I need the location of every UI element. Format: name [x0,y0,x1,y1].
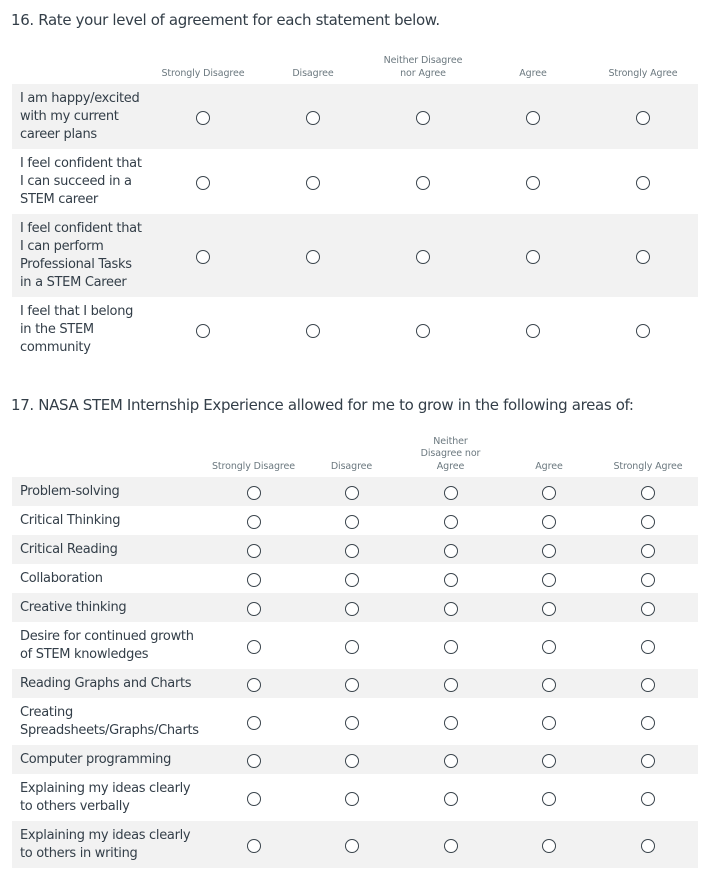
radio-option[interactable] [636,324,650,338]
row-label: Explaining my ideas clearly to others in writing [20,827,191,861]
row-label: Creating Spreadsheets/Graphs/Charts [20,704,199,738]
table-row [12,774,698,821]
radio-option[interactable] [247,573,261,587]
radio-option[interactable] [247,716,261,730]
radio-option[interactable] [444,678,458,692]
row-label: Problem-solving [20,483,120,499]
radio-option[interactable] [526,176,540,190]
radio-option[interactable] [247,544,261,558]
question-17-matrix [12,436,698,868]
column-header: Strongly Agree [613,460,683,472]
radio-option[interactable] [444,716,458,730]
radio-option[interactable] [444,792,458,806]
radio-option[interactable] [345,678,359,692]
radio-option[interactable] [444,486,458,500]
row-label: I feel confident that I can succeed in a STEM career [20,155,142,207]
table-row [12,622,698,669]
column-header: Strongly Disagree [161,67,245,79]
radio-option[interactable] [345,792,359,806]
radio-option[interactable] [641,544,655,558]
radio-option[interactable] [542,754,556,768]
radio-option[interactable] [444,573,458,587]
radio-option[interactable] [444,544,458,558]
table-row [12,535,698,564]
radio-option[interactable] [345,486,359,500]
radio-option[interactable] [345,839,359,853]
table-row [12,149,698,214]
table-row [12,564,698,593]
row-label-header [12,436,205,477]
radio-option[interactable] [636,176,650,190]
radio-option[interactable] [345,640,359,654]
radio-option[interactable] [444,839,458,853]
column-header: Neither Disagree nor Agree [383,55,463,79]
radio-option[interactable] [247,678,261,692]
row-label: Creative thinking [20,599,127,615]
column-header: Strongly Agree [608,67,678,79]
row-label-header [12,50,148,84]
radio-option[interactable] [196,324,210,338]
table-row [12,821,698,868]
table-row [12,214,698,297]
radio-option[interactable] [247,486,261,500]
radio-option[interactable] [416,176,430,190]
table-row [12,477,698,506]
radio-option[interactable] [636,250,650,264]
radio-option[interactable] [636,111,650,125]
radio-option[interactable] [247,640,261,654]
radio-option[interactable] [416,324,430,338]
radio-option[interactable] [542,544,556,558]
radio-option[interactable] [542,486,556,500]
radio-option[interactable] [641,792,655,806]
table-row [12,745,698,774]
row-label: Desire for continued growth of STEM knowledges [20,628,194,662]
table-row [12,698,698,745]
radio-option[interactable] [247,754,261,768]
radio-option[interactable] [247,839,261,853]
column-header: Disagree [330,460,373,472]
row-label: Collaboration [20,570,103,586]
row-label: Critical Thinking [20,512,121,528]
radio-option[interactable] [526,250,540,264]
radio-option[interactable] [641,678,655,692]
row-label: Reading Graphs and Charts [20,675,192,691]
table-row [12,669,698,698]
radio-option[interactable] [542,792,556,806]
radio-option[interactable] [641,573,655,587]
radio-option[interactable] [345,716,359,730]
radio-option[interactable] [542,640,556,654]
radio-option[interactable] [641,640,655,654]
radio-option[interactable] [641,515,655,529]
radio-option[interactable] [247,792,261,806]
radio-option[interactable] [345,515,359,529]
radio-option[interactable] [542,678,556,692]
radio-option[interactable] [641,602,655,616]
radio-option[interactable] [416,111,430,125]
radio-option[interactable] [542,515,556,529]
row-label: Critical Reading [20,541,118,557]
radio-option[interactable] [444,754,458,768]
radio-option[interactable] [306,176,320,190]
radio-option[interactable] [641,486,655,500]
table-row [12,297,698,362]
radio-option[interactable] [345,544,359,558]
radio-option[interactable] [444,515,458,529]
radio-option[interactable] [306,324,320,338]
radio-option[interactable] [526,111,540,125]
radio-option[interactable] [247,602,261,616]
question-16-matrix [12,50,698,362]
column-header: Agree [519,67,547,79]
radio-option[interactable] [641,754,655,768]
radio-option[interactable] [345,754,359,768]
radio-option[interactable] [542,602,556,616]
column-header: Neither Disagree nor Agree [420,436,481,472]
radio-option[interactable] [641,716,655,730]
radio-option[interactable] [416,250,430,264]
row-label: Explaining my ideas clearly to others verbally [20,780,191,814]
question-17-title: 17. NASA STEM Internship Experience allowed for me to grow in the following areas of: [11,396,634,414]
radio-option[interactable] [542,716,556,730]
radio-option[interactable] [196,111,210,125]
radio-option[interactable] [542,839,556,853]
row-label: I feel that I belong in the STEM community [20,303,134,355]
radio-option[interactable] [306,111,320,125]
radio-option[interactable] [345,573,359,587]
radio-option[interactable] [526,324,540,338]
question-16-title: 16. Rate your level of agreement for each statement below. [11,11,440,29]
table-row [12,506,698,535]
radio-option[interactable] [306,250,320,264]
radio-option[interactable] [196,176,210,190]
radio-option[interactable] [542,573,556,587]
radio-option[interactable] [641,839,655,853]
radio-option[interactable] [247,515,261,529]
column-header: Agree [535,460,563,472]
radio-option[interactable] [196,250,210,264]
radio-option[interactable] [444,602,458,616]
column-header: Strongly Disagree [211,460,296,472]
column-header: Disagree [292,67,334,79]
row-label: I am happy/excited with my current career plans [20,90,140,142]
row-label: I feel confident that I can perform Professional Tasks in a STEM Career [20,220,142,290]
table-row [12,84,698,149]
table-row [12,593,698,622]
row-label: Computer programming [20,751,172,767]
radio-option[interactable] [345,602,359,616]
radio-option[interactable] [444,640,458,654]
